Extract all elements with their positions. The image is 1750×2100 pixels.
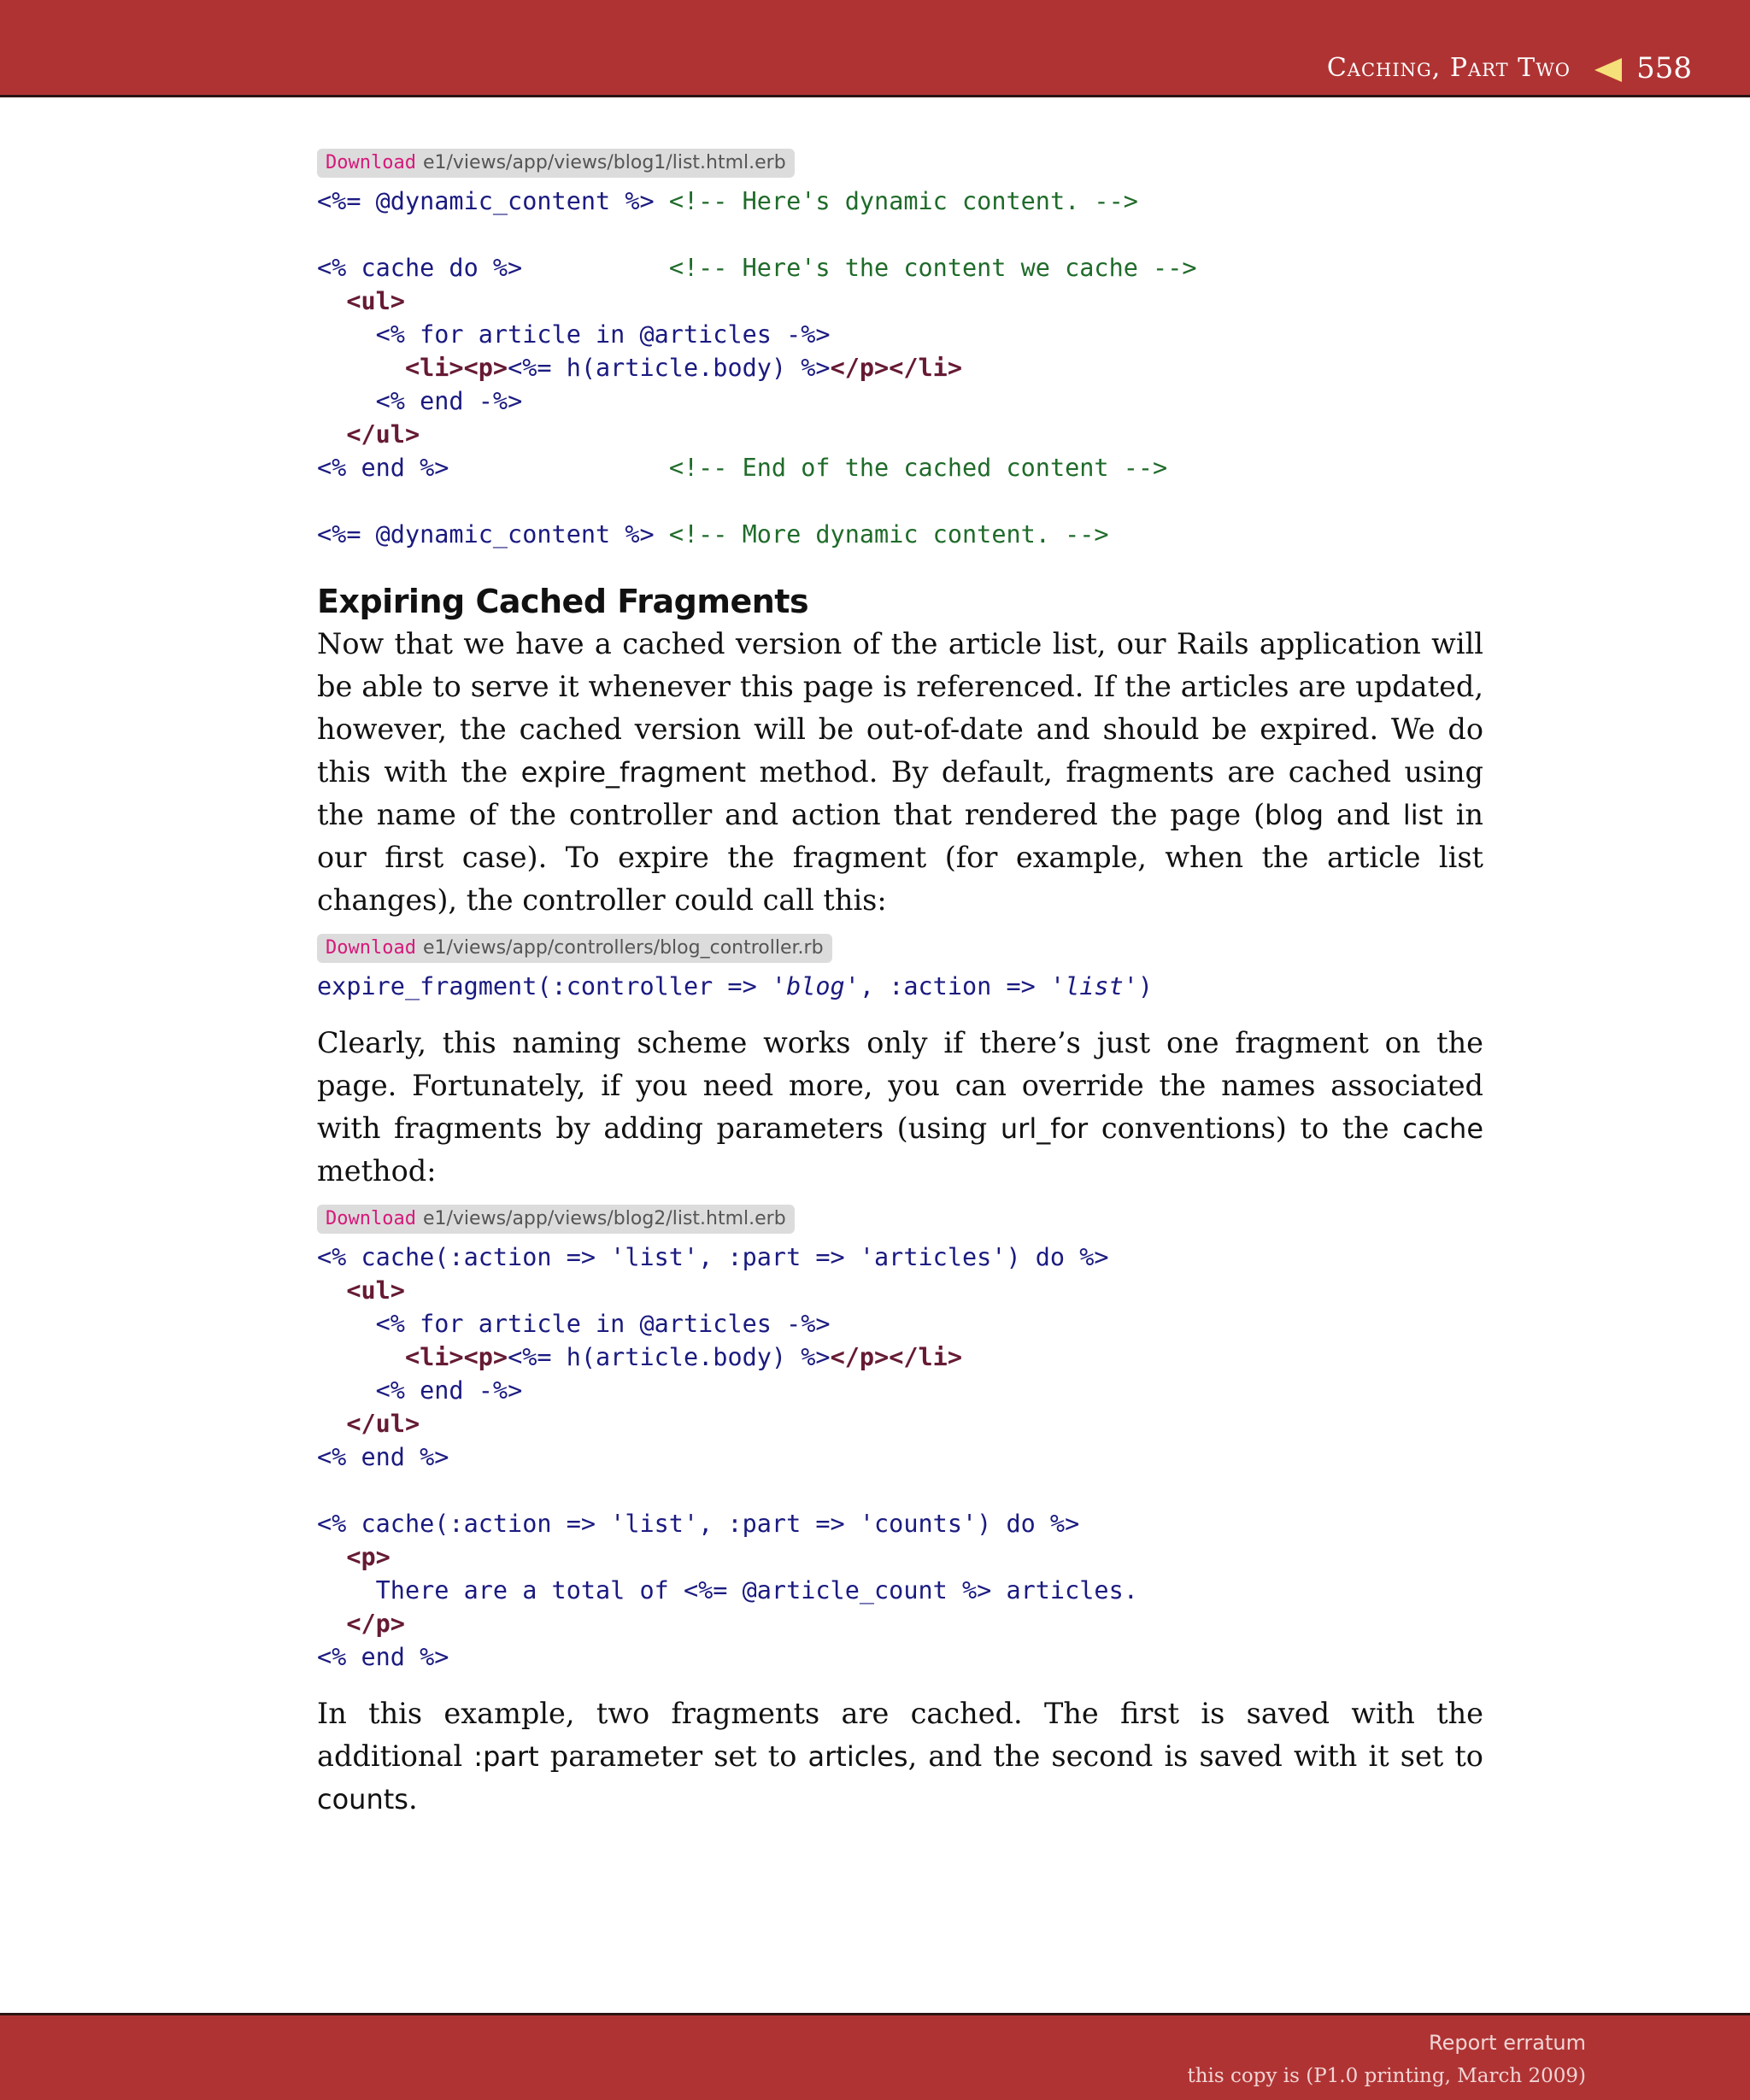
page-number: 558 xyxy=(1636,51,1692,85)
code-block: expire_fragment(:controller => 'blog', :action => 'list') xyxy=(317,972,1154,1000)
previous-page-arrow-icon[interactable] xyxy=(1594,58,1622,82)
page-content xyxy=(317,149,1483,1821)
paragraph: Now that we have a cached version of the article list, our Rails application will be able to serve it whenever this page is referenced. If the articles are updated, however, the cached version will be out-of-date and should be expired. We do this with the expire_fragment method. By default, fragments are cached using the name of the controller and action that rendered the page (blog and list in our first case). To expire the fragment (for example, when the article list changes), the controller could call this: xyxy=(317,627,1483,917)
download-path: e1/views/app/views/blog1/list.html.erb xyxy=(422,152,786,173)
page-footer xyxy=(0,2013,1750,2100)
copy-info: this copy is (P1.0 printing, March 2009) xyxy=(1187,2065,1586,2087)
paragraph: In this example, two fragments are cached. The first is saved with the additional :part parameter set to articles, and the second is saved with it set to counts. xyxy=(317,1697,1483,1816)
page-header xyxy=(0,0,1750,97)
download-path: e1/views/app/views/blog2/list.html.erb xyxy=(422,1208,786,1229)
download-bar xyxy=(317,934,832,963)
code-block: <% cache(:action => 'list', :part => 'articles') do %> <ul> <% for article in @articles -%> <li><p><%= h(article.body) %></p></li> <% end -%> </ul> <% end %> <% cache(:action => 'list', :part => 'counts') do %> <p> There are a total of <%= @article_count %> articles. </p> <% end %> xyxy=(317,1243,1138,1671)
download-link[interactable]: Download xyxy=(326,1208,416,1229)
report-erratum-link[interactable]: Report erratum xyxy=(1429,2031,1586,2055)
code-block: <%= @dynamic_content %> <!-- Here's dynamic content. --> <% cache do %> <!-- Here's the content we cache --> <ul> <% for article in @articles -%> <li><p><%= h(article.body) %></p></li> <% end -%> </ul> <% end %> <!-- End of the cached content --> <%= @dynamic_content %> <!-- More dynamic content. --> xyxy=(317,187,1197,548)
download-bar xyxy=(317,149,795,178)
chapter-title: Caching, Part Two xyxy=(1326,53,1571,83)
paragraph: Clearly, this naming scheme works only if there’s just one fragment on the page. Fortunately, if you need more, you can override the names associated with fragments by adding parameters (using url_for conventions) to the cache method: xyxy=(317,1026,1483,1188)
download-link[interactable]: Download xyxy=(326,152,416,173)
section-heading: Expiring Cached Fragments xyxy=(317,583,809,620)
download-bar xyxy=(317,1205,795,1234)
download-link[interactable]: Download xyxy=(326,937,416,959)
download-path: e1/views/app/controllers/blog_controller.rb xyxy=(422,937,824,959)
